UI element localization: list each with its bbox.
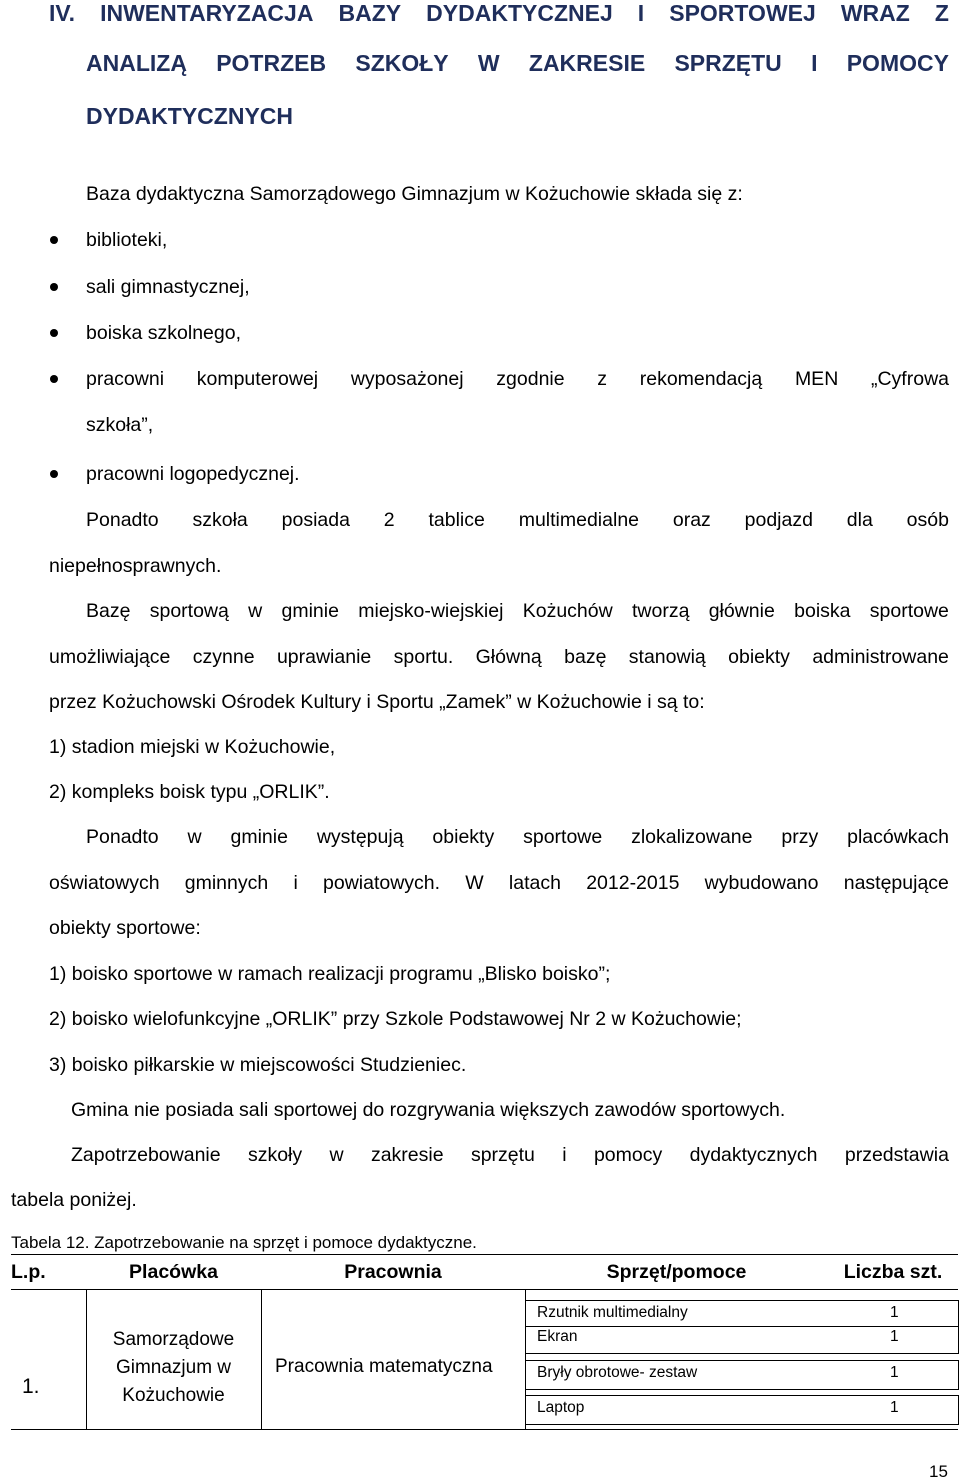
word: sprzętu — [470, 1144, 535, 1166]
word: ANALIZĄ — [86, 50, 187, 76]
word: obiekty — [728, 646, 790, 668]
column-header-placowka: Placówka — [86, 1255, 261, 1290]
item-name: Laptop — [537, 1399, 585, 1416]
word: sportu. — [393, 646, 454, 668]
word: w — [329, 1144, 344, 1166]
page-number: 15 — [929, 1462, 948, 1481]
word: obiekty — [432, 826, 495, 848]
item-name: Bryły obrotowe- zestaw — [537, 1364, 698, 1381]
item-qty: 1 — [890, 1399, 899, 1416]
table-row-border — [11, 1429, 958, 1430]
word: pomocy — [593, 1144, 663, 1166]
bullet-icon — [50, 375, 58, 383]
item-row — [525, 1395, 959, 1425]
word: boiska — [794, 600, 851, 622]
word: oświatowych — [49, 872, 160, 894]
bullet-icon — [50, 470, 58, 478]
item-row — [525, 1360, 959, 1390]
word: gminie — [230, 826, 288, 848]
item-row — [525, 1300, 959, 1327]
item-qty: 1 — [890, 1304, 899, 1321]
list-item: 2) boisko wielofunkcyjne „ORLIK” przy Szkole Podstawowej Nr 2 w Kożuchowie; — [49, 1008, 742, 1030]
word: rekomendacją — [639, 368, 763, 390]
heading-line-1 — [49, 0, 949, 26]
word: dla — [846, 509, 873, 531]
paragraph-line: Gmina nie posiada sali sportowej do rozgrywania większych zawodów sportowych. — [71, 1099, 786, 1121]
bullet-icon — [50, 329, 58, 337]
cell-pracownia: Pracownia matematyczna — [275, 1356, 493, 1377]
bullet-icon — [50, 236, 58, 244]
word: wyposażonej — [350, 368, 464, 390]
column-header-lp: L.p. — [11, 1255, 86, 1290]
word: Kożuchów — [522, 600, 613, 622]
word: pracowni — [86, 368, 165, 390]
word: ZAKRESIE — [528, 50, 646, 76]
placowka-line: Gimnazjum w — [115, 1357, 232, 1378]
paragraph-line — [86, 825, 949, 849]
word: umożliwiające — [49, 646, 171, 668]
list-item: sali gimnastycznej, — [86, 276, 250, 298]
word: 2 — [383, 509, 395, 531]
word: zgodnie — [496, 368, 565, 390]
item-qty: 1 — [890, 1364, 899, 1381]
word: sportowe — [523, 826, 603, 848]
word: gminie — [281, 600, 339, 622]
table-header-row — [11, 1255, 958, 1290]
word: multimedialne — [518, 509, 640, 531]
word: szkoła — [192, 509, 248, 531]
list-item: 1) stadion miejski w Kożuchowie, — [49, 736, 336, 758]
word: przy — [781, 826, 819, 848]
paragraph-line — [71, 1143, 949, 1167]
word: występują — [316, 826, 404, 848]
word: placówkach — [847, 826, 949, 848]
word: bazę — [564, 646, 607, 668]
word: sportową — [149, 600, 229, 622]
word: tablice — [428, 509, 485, 531]
word: czynne — [192, 646, 255, 668]
placowka-line: Kożuchowie — [122, 1385, 225, 1406]
word: i — [293, 872, 298, 894]
word: osób — [906, 509, 949, 531]
paragraph-line: niepełnosprawnych. — [49, 555, 222, 577]
word: DYDAKTYCZNEJ — [426, 0, 613, 26]
list-item: pracowni logopedycznej. — [86, 463, 300, 485]
word: następujące — [843, 872, 949, 894]
table-caption: Tabela 12. Zapotrzebowanie na sprzęt i pomoce dydaktyczne. — [11, 1233, 477, 1252]
cell-placowka — [86, 1326, 261, 1410]
word: uprawianie — [276, 646, 372, 668]
word: W — [477, 50, 500, 76]
column-header-liczba: Liczba szt. — [828, 1255, 958, 1290]
paragraph-line: tabela poniżej. — [11, 1189, 137, 1211]
intro-text: Baza dydaktyczna Samorządowego Gimnazjum w Kożuchowie składa się z: — [86, 183, 743, 205]
word: w — [187, 826, 202, 848]
paragraph-line: przez Kożuchowski Ośrodek Kultury i Sportu „Zamek” w Kożuchowie i są to: — [49, 691, 705, 713]
word: I — [811, 50, 818, 76]
word: przedstawia — [844, 1144, 949, 1166]
word: Bazę — [86, 600, 131, 622]
heading-line-2 — [86, 50, 949, 76]
word: WRAZ — [840, 0, 910, 26]
word: 2012-2015 — [586, 872, 680, 894]
word: dydaktycznych — [689, 1144, 818, 1166]
item-qty: 1 — [890, 1328, 899, 1345]
word: „Cyfrowa — [870, 368, 949, 390]
word: podjazd — [744, 509, 813, 531]
word: POTRZEB — [216, 50, 327, 76]
item-name: Rzutnik multimedialny — [537, 1304, 688, 1321]
word: gminnych — [184, 872, 269, 894]
word: W — [465, 872, 484, 894]
word: powiatowych. — [323, 872, 441, 894]
equipment-table — [11, 1254, 958, 1290]
word: I — [637, 0, 645, 26]
placowka-line: Samorządowe — [112, 1329, 235, 1350]
item-name: Ekran — [537, 1328, 578, 1345]
word: Ponadto — [86, 509, 159, 531]
word: BAZY — [338, 0, 402, 26]
word: latach — [508, 872, 561, 894]
word: wybudowano — [704, 872, 819, 894]
paragraph-line: obiekty sportowe: — [49, 917, 201, 939]
list-item-continuation: szkoła”, — [86, 414, 154, 436]
word: i — [562, 1144, 567, 1166]
word: IV. — [49, 0, 76, 26]
word: zakresie — [370, 1144, 444, 1166]
word: tworzą — [631, 600, 690, 622]
word: stanowią — [628, 646, 706, 668]
paragraph-line — [49, 871, 949, 895]
word: sportowe — [869, 600, 949, 622]
column-header-pracownia: Pracownia — [261, 1255, 525, 1290]
word: szkoły — [247, 1144, 303, 1166]
list-item: biblioteki, — [86, 229, 168, 251]
word: SPRZĘTU — [674, 50, 782, 76]
word: SZKOŁY — [355, 50, 449, 76]
bullet-icon — [50, 283, 58, 291]
column-divider — [261, 1290, 262, 1429]
word: w — [248, 600, 263, 622]
item-row — [525, 1326, 959, 1354]
cell-lp: 1. — [22, 1375, 40, 1398]
word: oraz — [672, 509, 711, 531]
word: administrowane — [812, 646, 949, 668]
list-item: 2) kompleks boisk typu „ORLIK”. — [49, 781, 330, 803]
word: POMOCY — [846, 50, 949, 76]
word: głównie — [708, 600, 775, 622]
word: zlokalizowane — [631, 826, 753, 848]
list-item: boiska szkolnego, — [86, 322, 242, 344]
column-header-sprzet: Sprzęt/pomoce — [525, 1255, 828, 1290]
list-item — [86, 367, 949, 391]
word: SPORTOWEJ — [669, 0, 816, 26]
word: komputerowej — [196, 368, 319, 390]
word: miejsko-wiejskiej — [358, 600, 504, 622]
word: Główną — [475, 646, 542, 668]
word: posiada — [281, 509, 350, 531]
word: MEN — [794, 368, 839, 390]
list-item: 1) boisko sportowe w ramach realizacji programu „Blisko boisko”; — [49, 963, 611, 985]
word: Z — [934, 0, 949, 26]
word: Zapotrzebowanie — [71, 1144, 221, 1166]
word: Ponadto — [86, 826, 159, 848]
heading-line-3: DYDAKTYCZNYCH — [86, 103, 293, 129]
list-item: 3) boisko piłkarskie w miejscowości Studzieniec. — [49, 1054, 467, 1076]
word: INWENTARYZACJA — [100, 0, 314, 26]
paragraph-line — [49, 645, 949, 669]
word: z — [597, 368, 608, 390]
paragraph-line — [86, 599, 949, 623]
paragraph-line — [86, 508, 949, 532]
